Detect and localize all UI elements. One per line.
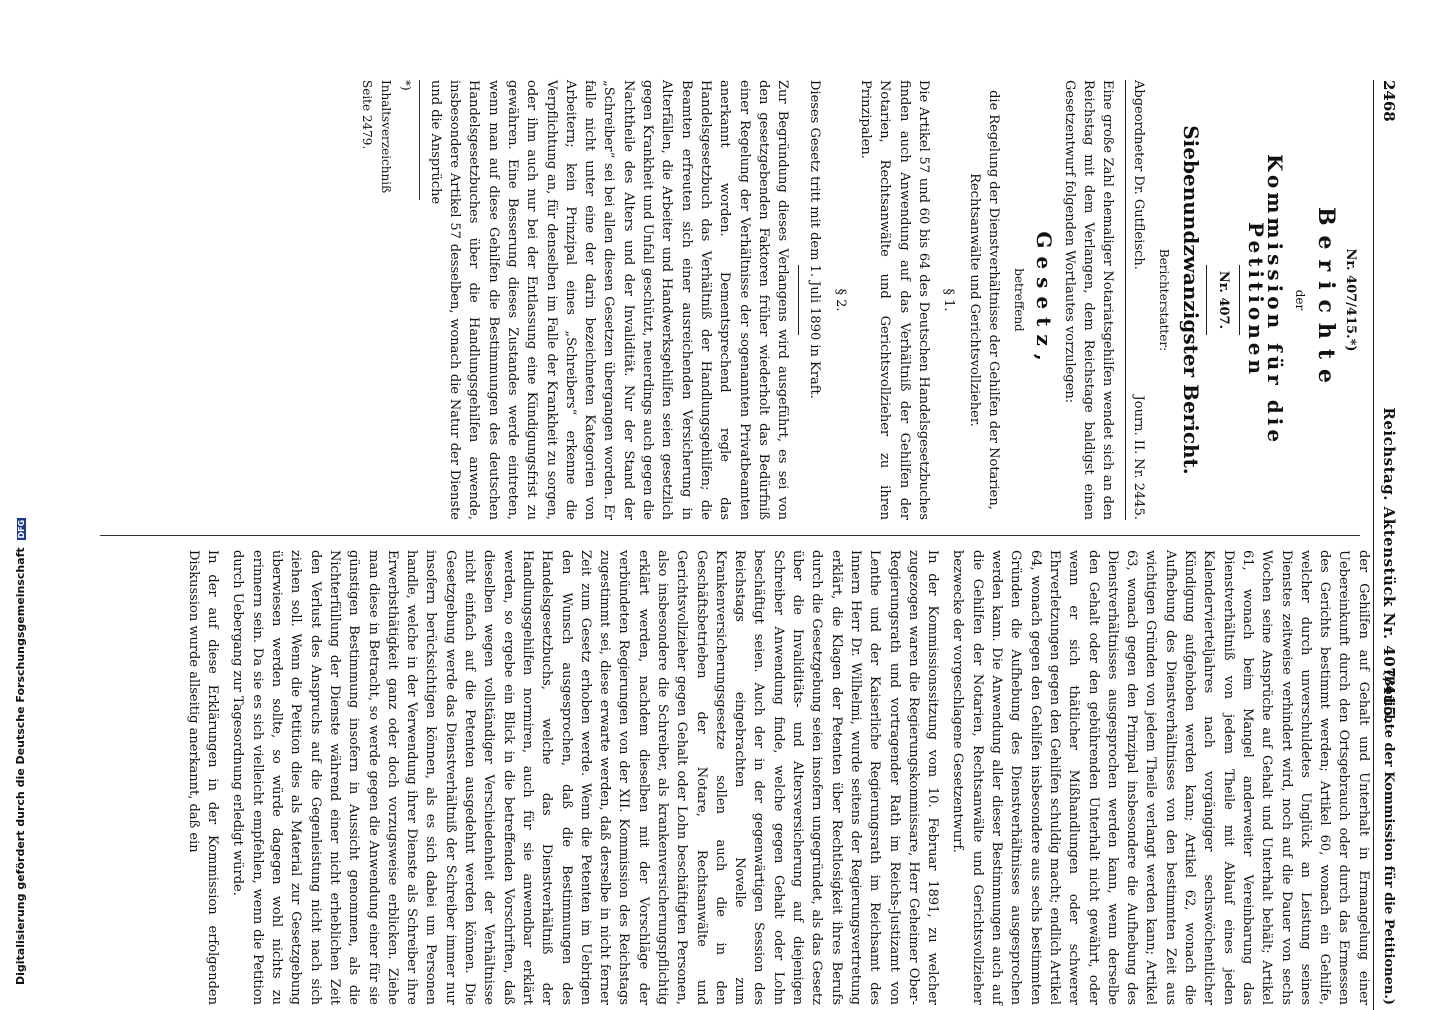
divider (1239, 265, 1240, 335)
betreffend-label: betreffend (1012, 268, 1027, 332)
rotated-page-content (80, 80, 1400, 1010)
rapporteur-line (1125, 80, 1147, 520)
right-paragraph-2: In der Kommissionssitzung vom 10. Februar 1891, zu welcher zugezogen waren die Regierungskommissare, Herr Geheimer Ober-Regierungsrath und vortragender Rath im Reichs-Justizamt von Lenthe und der Kaiserliche Regierungsrath im Reichsamt des Innern Herr Dr. Wilhelmi, wurde seitens der Regierungsvertretung erklärt, die Klagen der Petenten über Rechtlosigkeit ihres Berufs durch die Gesetzgebung seien insofern ungegründet, als das Gesetz über die Invaliditäts- und Altersversicherung auf diejenigen Schreiber Anwendung finde, welche gegen Gehalt oder Lohn beschäftigt seien. Auch der in der gegenwärtigen Session des Reichstags eingebrachten Novelle zum Krankenversicherungsgesetze sollen auch die in den Geschäftsbetrieben der Notare, Rechtsanwälte und Gerichtsvollzieher gegen Gehalt oder Lohn beschäftigten Personen, also insbesondere die Schreiber, als krankenversicherungspflichtig erklärt werden, nachdem dieselben mit der Vorschläge der verbündeten Regierungen von der XII. Kommission des Reichstags zugestimmt sei, diese erwarte werden, daß derselbe in nicht ferner Zeit zum Gesetz erhoben werde. Wenn die Petenten im Uebrigen den Wunsch ausgesprochen, daß die Bestimmungen des Handelsgesetzbuchs, welche das Dienstverhältniß der Handlungsgehilfen normiren, auch für sie anwendbar erklärt werden, so ergebe ein Blick in die betreffenden Vorschriften, daß dieselben wegen vollständiger Verschiedenheit der Verhältnisse nicht einfach auf die Petenten ausgedehnt werden können. Die Gesetzgebung werde das Dienstverhältniß der Schreiber immer nur insofern berücksichtigen können, als es sich dabei um Personen handle, welche in der Verwendung ihrer Dienste als Schreiber ihre Erwerbsthätigkeit ganz oder doch vorzugsweise erblicken. Ziehe man diese in Betracht, so werde gegen die Anwendung einer für sie günstigen Bestimmung insofern in Aussicht genommen, als die Nichterfüllung der Dienste während einer nicht erheblichen Zeit den Verlust des Anspruchs auf die Gegenleistung nicht nach sich ziehen soll. Wenn die Petition dies als Material zur Gesetzgebung überwiesen werden sollte, so würde dagegen wohl nichts zu erinnern sein. Da sie es sich vielleicht empfehlen, wenn die Petition durch Uebergang zur Tagesordnung erledigt würde. (230, 550, 941, 1005)
running-title: Reichstag. Aktenstück Nr. 407/415. (1380, 407, 1398, 723)
section-2-text: Dieses Gesetz tritt mit dem 1. Juli 1890 in Kraft. (807, 80, 823, 399)
heading-der: der (1293, 289, 1308, 311)
digitization-note: Digitalisierung gefördert durch die Deutsche Forschungsgemeinschaft DFG (14, 519, 27, 985)
right-paragraph-3: In der auf diese Erklärungen in der Kommission erfolgenden Diskussion wurde allseitig anerkannt, daß ein (185, 550, 221, 1005)
sub-number: Nr. 407. (1215, 270, 1231, 330)
divider (1206, 265, 1207, 335)
right-column (178, 550, 1396, 1005)
justification-paragraph: Zur Begründung dieses Verlangens wird ausgeführt, es sei von den gesetzgebenden Faktoren früher wiederholt das Bedürfniß einer Regelung der Verhältnisse der sogenannten Privatbeamten anerkannt worden. Dementsprechend regle das Handelsgesetzbuch das Verhältniß der Handlungsgehilfen; die Beamten erfreuten sich einer ausreichenden Versicherung in Alterfällen, die Arbeiter und Handwerksgehilfen seien gesetzlich gegen Krankheit und Unfall geschützt, neuerdings auch gegen die Nachtheile des Alters und der Invalidität. Nur der Stand der „Schreiber“ sei bei allen diesen Gesetzen übergangen worden. Er falle nicht unter eine der darin bezeichneten Kategorien von Arbeitern; kein Prinzipal eines „Schreibers“ erkenne die Verpflichtung an, für denselben im Falle der Krankheit zu sorgen, oder ihm auch nur bei der Entlassung eine Kündigungsfrist zu gewähren. Eine Besserung dieses Zustandes werde eintreten, wenn man auf diese Gehilfen die Bestimmungen des deutschen Handelsgesetzbuches über die Handlungsgehilfen anwende, insbesondere Artikel 57 desselben, wonach die Natur der Dienste und die Ansprüche (427, 80, 791, 520)
right-running-title: (Berichte der Kommission für die Petitionen.) (1381, 669, 1396, 1005)
document-number: Nr. 407/415.*) (1343, 248, 1358, 352)
journal-reference: Journ. II. Nr. 2445. (1130, 395, 1146, 520)
gesetz-heading: Gesetz, (1032, 231, 1057, 369)
right-paragraph-1: der Gehilfen auf Gehalt und Unterhalt in Ermangelung einer Uebereinkunft durch den Ortsgebrauch oder durch das Ermessen des Gerichts bestimmt werden; Artikel 60, wonach ein Gehilfe, welcher durch unverschuldetes Unglück an Leistung seines Dienstes zeitweise verhindert wird, noch auf die Dauer von sechs Wochen seine Ansprüche auf Gehalt und Unterhalt behält; Artikel 61, wonach beim Mangel anderweiter Vereinbarung das Dienstverhältniß von jedem Theile mit Ablauf eines jeden Kalendervierteljahres nach vorgängiger sechswöchentlicher Kündigung aufgehoben werden kann; Artikel 62, wonach die Aufhebung des Dienstverhältnisses von den bestimmten Zeit aus wichtigen Gründen von jedem Theile verlangt werden kann; Artikel 63, wonach gegen den Prinzipal insbesondere die Aufhebung des Dienstverhältnisses ausgesprochen werden kann, wenn derselbe den Gehalt oder den gebührenden Unterhalt nicht gewährt, oder wenn er sich thätlicher Mißhandlungen oder schwerer Ehrverletzungen gegen den Gehilfen schuldig macht; endlich Artikel 64, wonach gegen den Gehilfen insbesondere aus sechs bestimmten Gründen die Aufhebung des Dienstverhältnisses ausgesprochen werden kann. Die Anwendung aller dieser Bestimmungen auch auf die Gehilfen der Notarien, Rechtsanwälte und Gerichtsvollzieher bezwecke der vorgeschlagene Gesetzentwurf. (950, 550, 1371, 1005)
divider (798, 265, 799, 335)
intro-paragraph: Eine große Zahl ehemaliger Notariatsgehilfen wendet sich an den Reichstag mit dem Verlangen, dem Reichstage baldigst einen Gesetzentwurf folgenden Wortlautes vorzulegen: (1061, 80, 1116, 520)
column-separator (100, 535, 1360, 536)
section-1-text: Die Artikel 57 und 60 bis 64 des Deutschen Handelsgesetzbuches finden auch Anwendung auf das Verhältniß der Gehilfen der Notarien, Rechtsanwälte und Gerichtsvollzieher zu ihren Prinzipalen. (858, 80, 931, 520)
left-column (357, 80, 1360, 520)
report-title: Siebenundzwanzigster Bericht. (1179, 125, 1204, 475)
law-subject: die Regelung der Dienstverhältnisse der Gehilfen der Notarien, Rechtsanwälte und Gerichtsvollzieher. (966, 90, 1001, 510)
rapporteur-name: Abgeordneter Dr. Gutfleisch. (1130, 80, 1146, 270)
header-rule (1373, 80, 1374, 1010)
footnote: *) Inhaltsverzeichniß Seite 2479. (357, 80, 420, 200)
section-2-label: § 2. (832, 288, 848, 312)
page-number: 2468 (1380, 80, 1398, 122)
dfg-logo: DFG (17, 519, 26, 539)
rapporteur-label: Berichterstatter: (1156, 248, 1171, 352)
heading-berichte: Berichte (1312, 206, 1339, 394)
section-1-label: § 1. (941, 288, 957, 312)
commission-title: Kommission für die Petitionen (1243, 153, 1288, 447)
